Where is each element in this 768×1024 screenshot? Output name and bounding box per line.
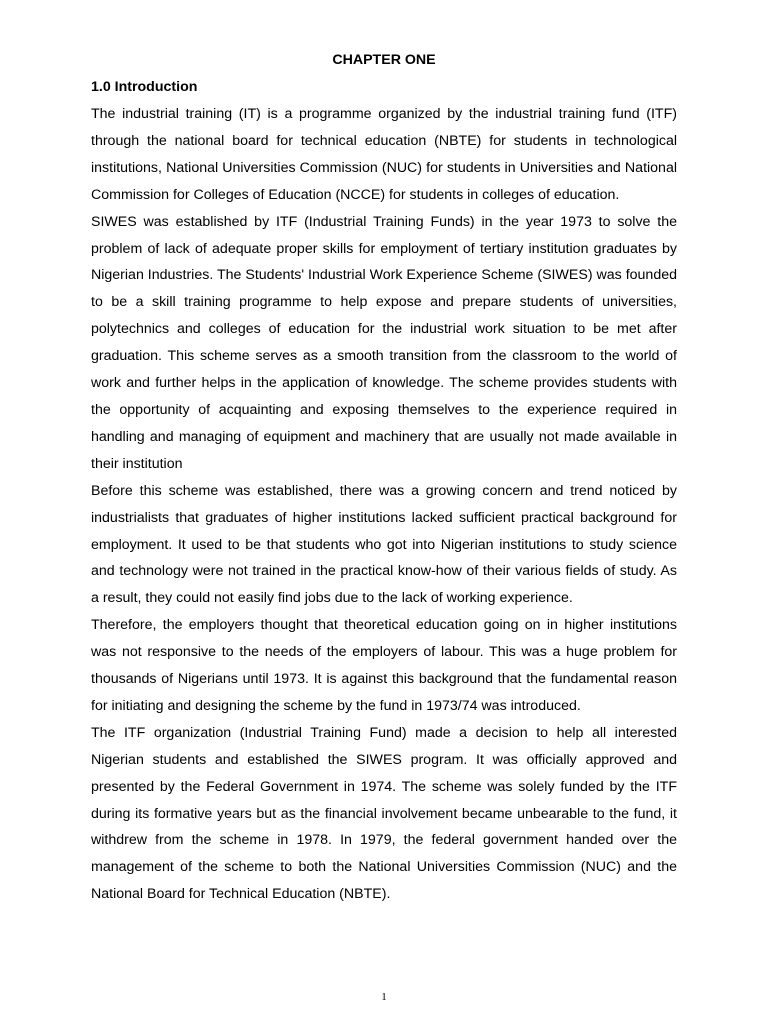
paragraph-employers-view: Therefore, the employers thought that theoretical education going on in higher institutions was not responsive to the needs of the employers of labour. This was a huge problem for thousands of Nigerians until 1973. It is against this background that the fundamental reason for initiating and designing the scheme by the fund in 1973/74 was introduced. bbox=[91, 617, 677, 714]
chapter-title: CHAPTER ONE bbox=[332, 52, 436, 68]
paragraph-siwes-establishment: SIWES was established by ITF (Industrial Training Funds) in the year 1973 to solve the problem of lack of adequate proper skills for employment of tertiary institution graduates by Nigerian Industries. The Students' Industrial Work Experience Scheme (SIWES) was founded to be a skill training programme to help expose and prepare students of universities, polytechnics and colleges of education for the industrial work situation to be met after graduation. This scheme serves as a smooth transition from the classroom to the world of work and further helps in the application of knowledge. The scheme provides students with the opportunity of acquainting and exposing themselves to the experience required in handling and managing of equipment and machinery that are usually not made available in their institution bbox=[91, 213, 677, 472]
document-page bbox=[91, 47, 677, 908]
page-number: 1 bbox=[381, 991, 387, 1003]
paragraph-background-concern: Before this scheme was established, there was a growing concern and trend noticed by industrialists that graduates of higher institutions lacked sufficient practical background for employment. It used to be that students who got into Nigerian institutions to study science and technology were not trained in the practical know-how of their various fields of study. As a result, they could not easily find jobs due to the lack of working experience. bbox=[91, 482, 677, 607]
paragraph-itf-overview: The industrial training (IT) is a programme organized by the industrial training fund (ITF) through the national board for technical education (NBTE) for students in technological institutions, National Universities Commission (NUC) for students in Universities and National Commission for Colleges of Education (NCCE) for students in colleges of education. bbox=[91, 106, 677, 203]
section-heading: 1.0 Introduction bbox=[91, 79, 198, 95]
paragraph-itf-decision: The ITF organization (Industrial Training Fund) made a decision to help all interested Nigerian students and established the SIWES program. It was officially approved and presented by the Federal Government in 1974. The scheme was solely funded by the ITF during its formative years but as the financial involvement became unbearable to the fund, it withdrew from the scheme in 1978. In 1979, the federal government handed over the management of the scheme to both the National Universities Commission (NUC) and the National Board for Technical Education (NBTE). bbox=[91, 724, 677, 903]
